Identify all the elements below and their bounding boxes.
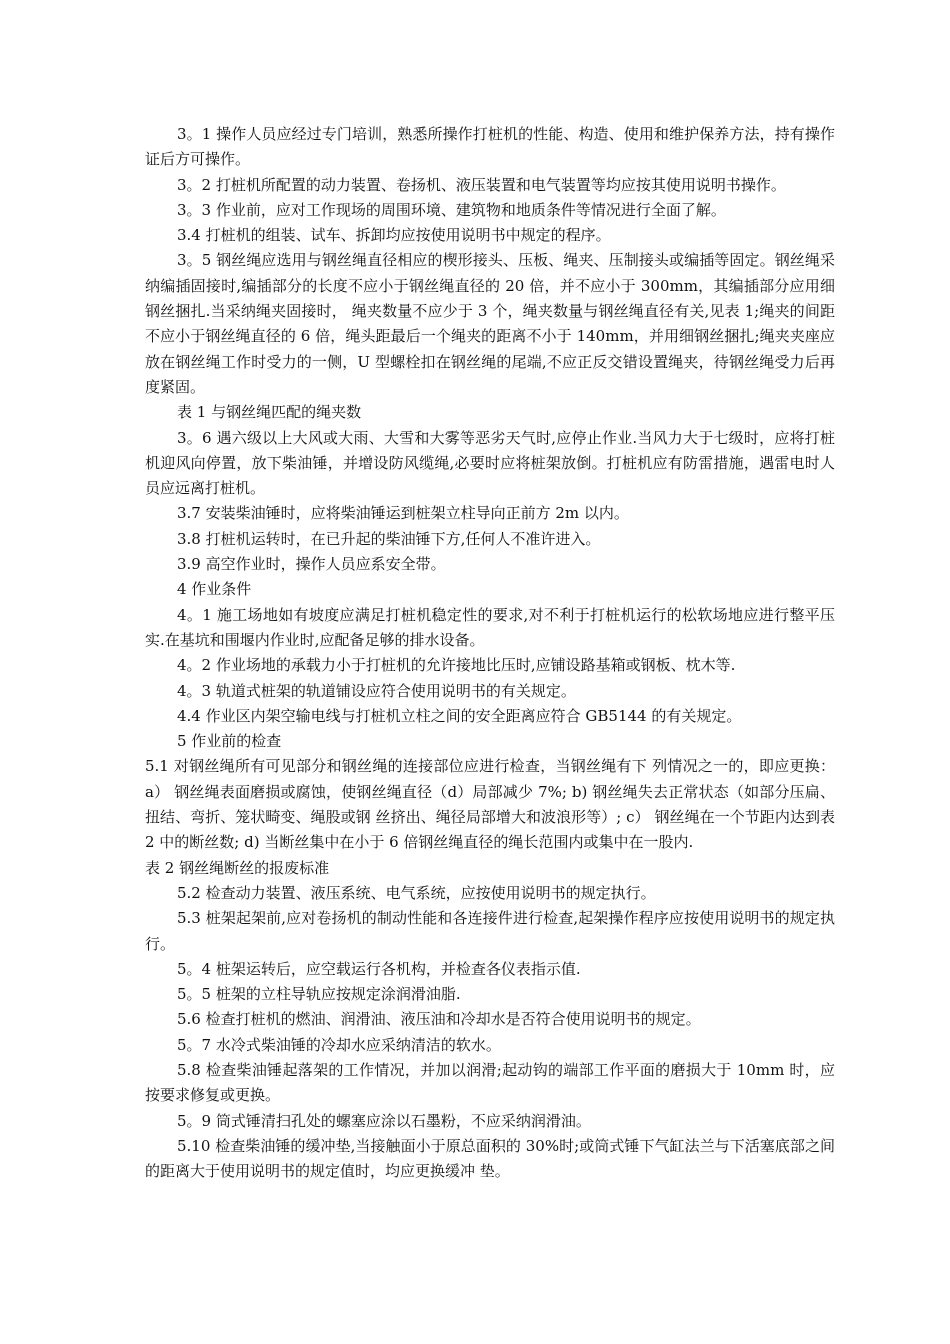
paragraph-5-6: 5.6 检查打桩机的燃油、润滑油、液压油和冷却水是否符合使用说明书的规定。 xyxy=(177,1010,701,1029)
paragraph-3-6: 3。6 遇六级以上大风或大雨、大雪和大雾等恶劣天气时,应停止作业.当风力大于七级时，应将打桩机迎风向停置，放下柴油锤，并增设防风缆绳,必要时应将桩架放倒。打桩机应有防雷措施，遇雷电时人员应远离打桩机。 xyxy=(145,428,835,498)
paragraph-5-8: 5.8 检查柴油锤起落架的工作情况，并加以润滑;起动钩的端部工作平面的磨损大于 10mm 时，应按要求修复或更换。 xyxy=(145,1060,835,1105)
section-heading-5: 5 作业前的检查 xyxy=(177,732,282,751)
paragraph-5-10: 5.10 检查柴油锤的缓冲垫,当接触面小于原总面积的 30%时;或筒式锤下气缸法兰与下活塞底部之间的距离大于使用说明书的规定值时，均应更换缓冲 垫。 xyxy=(145,1136,835,1181)
paragraph-5-1: 5.1 对钢丝绳所有可见部分和钢丝绳的连接部位应进行检查，当钢丝绳有下 列情况之一的，即应更换： a） 钢丝绳表面磨损或腐蚀，使钢丝绳直径（d）局部减少 7%; b) 钢丝绳失去正常状态（如部分压扁、扭结、弯折、笼状畸变、绳股或钢 丝挤出、绳径局部增大和波浪形等）; c） 钢丝绳在一个节距内达到表 2 中的断丝数; d) 当断丝集中在小于 6 倍钢丝绳直径的绳长范围内或集中在一股内. xyxy=(145,757,835,852)
paragraph-5-5: 5。5 桩架的立柱导轨应按规定涂润滑油脂. xyxy=(177,985,461,1004)
paragraph-4-3: 4。3 轨道式桩架的轨道铺设应符合使用说明书的有关规定。 xyxy=(177,681,576,700)
paragraph-5-4: 5。4 桩架运转后，应空载运行各机构，并检查各仪表指示值. xyxy=(177,959,581,978)
paragraph-4-4: 4.4 作业区内架空输电线与打桩机立柱之间的安全距离应符合 GB5144 的有关规定。 xyxy=(177,706,742,725)
paragraph-3-8: 3.8 打桩机运转时，在已升起的柴油锤下方,任何人不准许进入。 xyxy=(177,529,601,548)
table-2-caption: 表 2 钢丝绳断丝的报废标准 xyxy=(145,858,330,877)
paragraph-5-2: 5.2 检查动力装置、液压系统、电气系统，应按使用说明书的规定执行。 xyxy=(177,883,656,902)
paragraph-3-2: 3。2 打桩机所配置的动力装置、卷扬机、液压装置和电气装置等均应按其使用说明书操作。 xyxy=(177,175,786,194)
paragraph-3-5: 3。5 钢丝绳应选用与钢丝绳直径相应的楔形接头、压板、绳夹、压制接头或编插等固定。钢丝绳采纳编插固接时,编插部分的长度不应小于钢丝绳直径的 20 倍，并不应小于 300mm，其编插部分应用细钢丝捆扎.当采纳绳夹固接时， 绳夹数量不应少于 3 个，绳夹数量与钢丝绳直径有关,见表 1;绳夹的间距不应小于钢丝绳直径的 6 倍，绳头距最后一个绳夹的距离不小于 140mm，并用细钢丝捆扎;绳夹夹座应放在钢丝绳工作时受力的一侧，U 型螺栓扣在钢丝绳的尾端,不应正反交错设置绳夹，待钢丝绳受力后再度紧固。 xyxy=(145,251,835,396)
paragraph-5-7: 5。7 水冷式柴油锤的冷却水应采纳清洁的软水。 xyxy=(177,1035,501,1054)
table-1-caption: 表 1 与钢丝绳匹配的绳夹数 xyxy=(177,403,362,422)
paragraph-3-1: 3。1 操作人员应经过专门培训，熟悉所操作打桩机的性能、构造、使用和维护保养方法，持有操作证后方可操作。 xyxy=(145,125,835,169)
paragraph-3-7: 3.7 安装柴油锤时，应将柴油锤运到桩架立柱导向正前方 2m 以内。 xyxy=(177,504,629,523)
document-body xyxy=(145,122,835,1184)
paragraph-4-2: 4。2 作业场地的承载力小于打桩机的允许接地比压时,应铺设路基箱或钢板、枕木等. xyxy=(177,656,736,675)
paragraph-3-4: 3.4 打桩机的组装、试车、拆卸均应按使用说明书中规定的程序。 xyxy=(177,226,611,245)
paragraph-5-3: 5.3 桩架起架前,应对卷扬机的制动性能和各连接件进行检查,起架操作程序应按使用说明书的规定执行。 xyxy=(145,909,835,953)
paragraph-5-9: 5。9 筒式锤清扫孔处的螺塞应涂以石墨粉，不应采纳润滑油。 xyxy=(177,1111,591,1130)
section-heading-4: 4 作业条件 xyxy=(177,580,252,599)
paragraph-3-3: 3。3 作业前，应对工作现场的周围环境、建筑物和地质条件等情况进行全面了解。 xyxy=(177,200,726,219)
paragraph-3-9: 3.9 高空作业时，操作人员应系安全带。 xyxy=(177,555,446,574)
paragraph-4-1: 4。1 施工场地如有坡度应满足打桩机稳定性的要求,对不利于打桩机运行的松软场地应进行整平压实.在基坑和围堰内作业时,应配备足够的排水设备。 xyxy=(145,605,835,649)
